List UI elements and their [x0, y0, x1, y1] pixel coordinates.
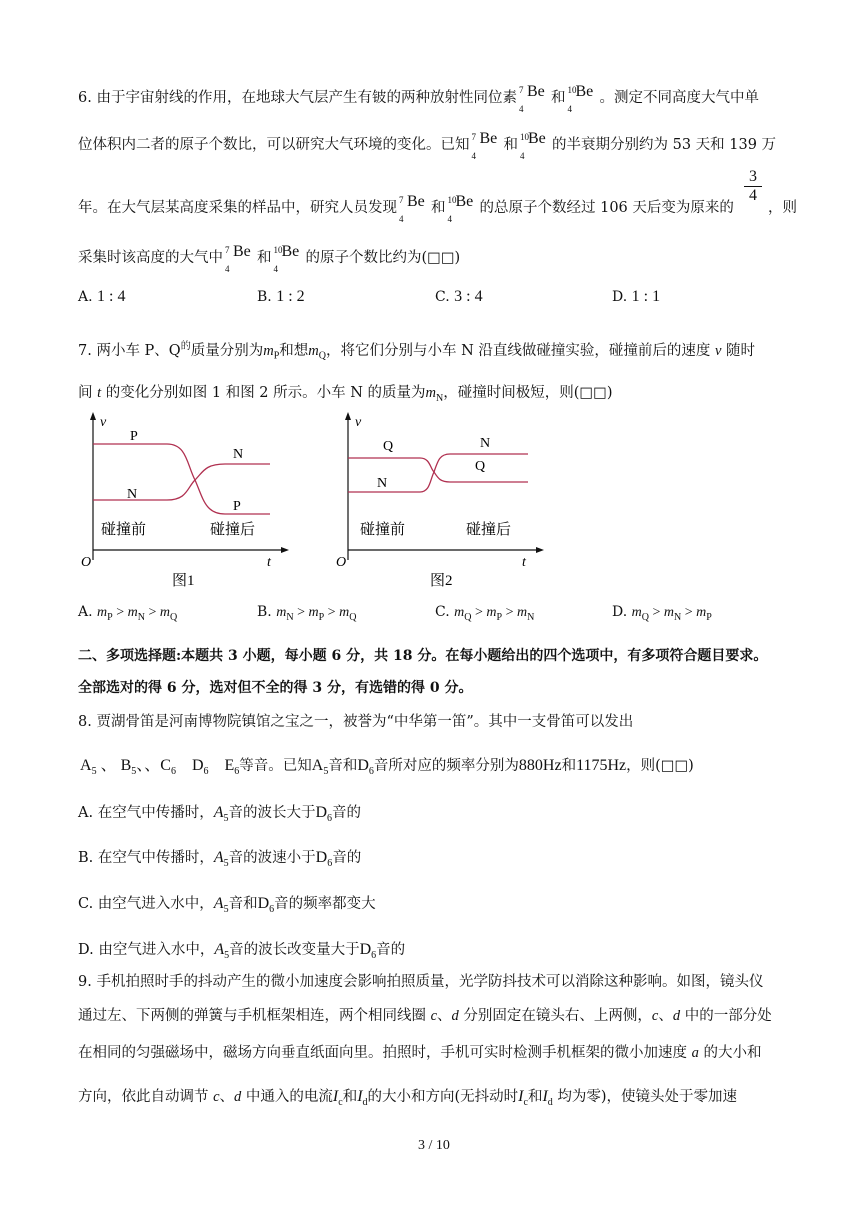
q8-option-d[interactable]: D. 由空气进入水中，$A_5$音的波长改变量大于$D_6$音的: [78, 941, 406, 961]
be10-isotope: 10 4 Be: [567, 83, 594, 114]
fig1-curve-p: [93, 444, 270, 514]
fig2-n-after: N: [480, 436, 491, 451]
fig1-n-after: N: [233, 447, 244, 462]
fig2-t-arrow: [536, 547, 544, 553]
fig2-v-arrow: [345, 412, 351, 420]
fig1-curve-n: [93, 464, 270, 500]
fig2-q-before: Q: [383, 439, 394, 454]
be7-isotope: 7 4 Be: [399, 193, 425, 224]
q6-text: 6. 由于宇宙射线的作用，在地球大气层产生有铍的两种放射性同位素: [78, 90, 517, 106]
fig1-t-arrow: [281, 547, 289, 553]
q6-option-a[interactable]: A. 1 : 4: [78, 288, 126, 305]
q7-option-d[interactable]: D. $m_Q > m_N > m_P$: [612, 604, 712, 623]
q9-line-4: 方向，依此自动调节 c、d 中通入的电流$I_c$和$I_d$的大小和方向(无抖动时$I_c$和$I_d$ 均为零)，使镜头处于零加速: [78, 1088, 738, 1108]
fig1-before-label: 碰撞前: [101, 522, 147, 538]
be10-isotope: 10 4 Be: [447, 193, 474, 224]
fig2-q-after: Q: [475, 459, 486, 474]
q6-line-3: 年。在大气层某高度采集的样品中，研究人员发现 7 4 Be 和 10 4 Be 的总原子个数经过 106 天后变为原来的: [78, 193, 734, 224]
q6-option-c[interactable]: C. 3 : 4: [435, 288, 483, 305]
fig1-p-before: P: [130, 429, 138, 444]
q6-line-1: 6. 由于宇宙射线的作用，在地球大气层产生有铍的两种放射性同位素 7 4 Be 和 10 4 Be 。测定不同高度大气中单: [78, 83, 759, 114]
q7-line-2: 间 t 的变化分别如图 1 和图 2 所示。小车 N 的质量为$m_N$，碰撞时间极短，则(□□): [78, 385, 613, 404]
q6-line-4: 采集时该高度的大气中 7 4 Be 和 10 4 Be 的原子个数比约为(□□): [78, 243, 461, 274]
be7-isotope: 7 4 Be: [518, 83, 545, 114]
q8-line-2: $A_5$ 、 $B_5$、、$C_6$ $D_6$ $E_6$等音。已知$A_5$音和$D_6$音所对应的频率分别为880Hz和1175Hz，则(□□): [80, 757, 694, 778]
figure-2: [330, 410, 550, 590]
q9-line-3: 在相同的匀强磁场中，磁场方向垂直纸面向里。拍照时，手机可实时检测手机框架的微小加速度 a 的大小和: [78, 1045, 762, 1061]
q6-line-3-end: ，则: [768, 200, 797, 216]
fig1-p-after: P: [233, 499, 241, 514]
q6-option-d[interactable]: D. 1 : 1: [612, 288, 661, 305]
q8-option-a[interactable]: A. 在空气中传播时，$A_5$音的波长大于$D_6$音的: [78, 804, 362, 824]
q7-line-1: 7. 两小车 P、$Q^的$质量分别为$m_P$和想$m_Q$，将它们分别与小车 N 沿直线做碰撞实验，碰撞前后的速度 v 随时: [78, 341, 756, 362]
q8-option-c[interactable]: C. 由空气进入水中，$A_5$音和$D_6$音的频率都变大: [78, 895, 376, 915]
fig2-origin: O: [336, 555, 347, 570]
fig1-t-label: t: [267, 555, 271, 570]
q9-line-2: 通过左、下两侧的弹簧与手机框架相连，两个相同线圈 c、d 分别固定在镜头右、上两侧，c、d 中的一部分处: [78, 1008, 772, 1024]
fig1-n-before: N: [127, 487, 138, 502]
q7-option-a[interactable]: A. $m_P > m_N > m_Q$: [78, 604, 178, 623]
section2-heading-1: 二、多项选择题:本题共 3 小题，每小题 6 分，共 18 分。在每小题给出的四个选项中，有多项符合题目要求。: [78, 648, 768, 664]
fig2-t-label: t: [522, 555, 526, 570]
q7-option-c[interactable]: C. $m_Q > m_P > m_N$: [435, 604, 535, 623]
q8-line-1: 8. 贾湖骨笛是河南博物院镇馆之宝之一，被誉为“中华第一笛”。其中一支骨笛可以发出: [78, 714, 634, 730]
fig2-curve-n: [348, 454, 528, 492]
fig1-v-label: v: [100, 415, 107, 430]
fig1-caption: 图1: [172, 573, 195, 589]
q6-line-2: 位体积内二者的原子个数比，可以研究大气环境的变化。已知 7 4 Be 和 10 4 Be 的半衰期分别约为 53 天和 139 万: [78, 130, 777, 161]
fig2-n-before: N: [377, 476, 388, 491]
fig2-after-label: 碰撞后: [466, 522, 512, 538]
section2-heading-2: 全部选对的得 6 分，选对但不全的得 3 分，有选错的得 0 分。: [78, 680, 473, 696]
be10-isotope: 10 4 Be: [520, 130, 546, 161]
q8-option-b[interactable]: B. 在空气中传播时，$A_5$音的波速小于$D_6$音的: [78, 849, 362, 869]
page-number: 3 / 10: [418, 1138, 450, 1153]
q9-line-1: 9. 手机拍照时手的抖动产生的微小加速度会影响拍照质量，光学防抖技术可以消除这种影响。如图，镜头仪: [78, 974, 764, 990]
fig2-v-label: v: [355, 415, 362, 430]
q6-option-b[interactable]: B. 1 : 2: [257, 288, 305, 305]
figure-1: [75, 410, 295, 590]
fig2-before-label: 碰撞前: [360, 522, 406, 538]
fig1-after-label: 碰撞后: [210, 522, 256, 538]
q7-option-b[interactable]: B. $m_N > m_P > m_Q$: [257, 604, 357, 623]
fig2-caption: 图2: [430, 573, 453, 589]
fig1-origin: O: [81, 555, 92, 570]
be10-isotope: 10 4 Be: [273, 243, 300, 274]
be7-isotope: 7 4 Be: [225, 243, 251, 274]
fig1-v-arrow: [90, 412, 96, 420]
be7-isotope: 7 4 Be: [471, 130, 498, 161]
fraction-three-quarters: $\frac{3}{4}$: [744, 168, 762, 205]
